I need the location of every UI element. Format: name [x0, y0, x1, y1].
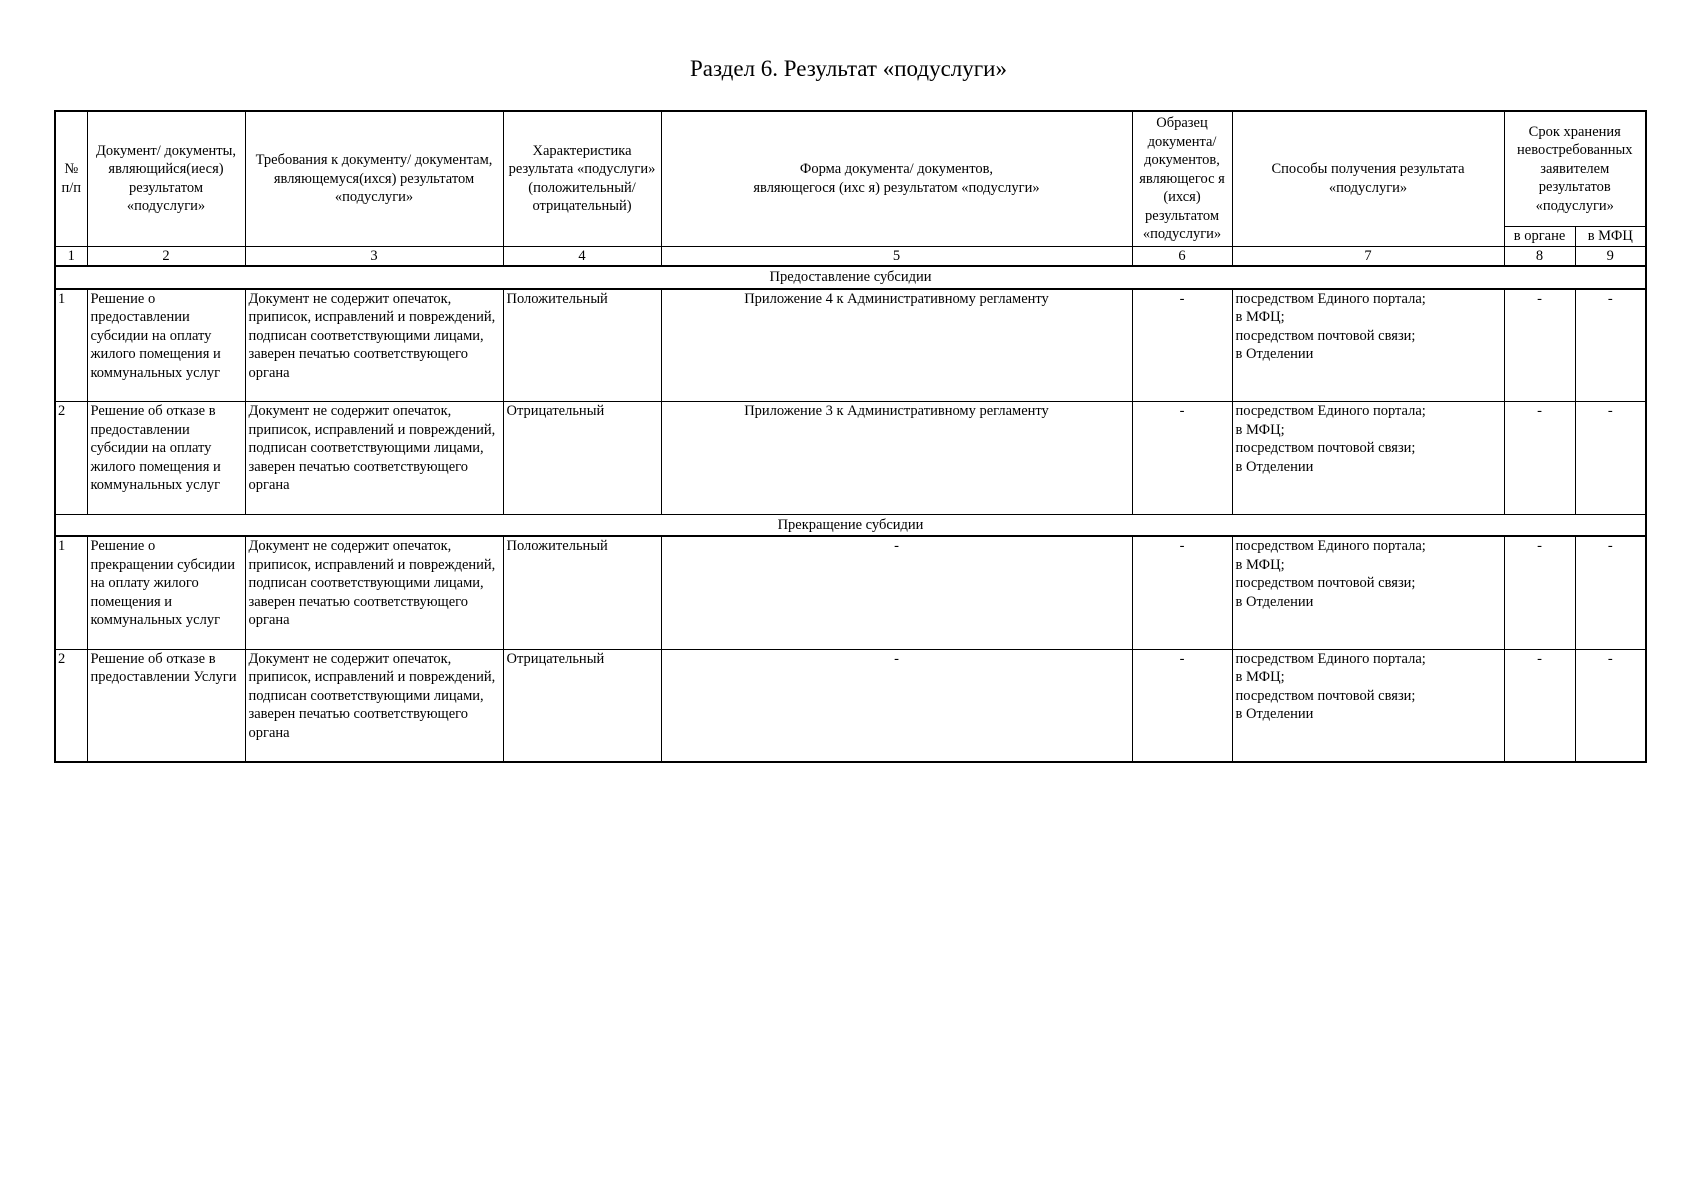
column-number: 4	[503, 246, 661, 266]
method-item: посредством почтовой связи;	[1235, 575, 1416, 591]
row-number: 1	[55, 536, 87, 649]
column-number: 6	[1132, 246, 1232, 266]
result-table	[54, 110, 1647, 763]
row-number: 2	[55, 649, 87, 762]
header-characteristic: Характеристика результата «подуслуги» (положительный/ отрицательный)	[503, 111, 661, 246]
row-methods	[1232, 289, 1504, 402]
row-in-organ: -	[1504, 649, 1575, 762]
row-number: 2	[55, 402, 87, 515]
header-in-organ: в органе	[1504, 226, 1575, 246]
method-item: посредством почтовой связи;	[1235, 327, 1416, 344]
row-sample: -	[1132, 402, 1232, 515]
row-methods	[1232, 402, 1504, 515]
method-item: в Отделении	[1235, 458, 1314, 475]
method-item: посредством Единого портала;	[1235, 290, 1426, 307]
header-form-line1: Форма документа/ документов,	[799, 161, 994, 178]
header-methods: Способы получения результата «подуслуги»	[1232, 111, 1504, 246]
method-item: в Отделении	[1235, 706, 1314, 722]
method-item: посредством Единого портала;	[1235, 650, 1426, 667]
row-characteristic: Отрицательный	[503, 402, 661, 515]
method-item: в Отделении	[1235, 593, 1314, 610]
header-storage: Срок хранения невостребованных заявителем результатов «подуслуги»	[1504, 111, 1646, 226]
row-sample: -	[1132, 649, 1232, 762]
column-number: 2	[87, 246, 245, 266]
row-number: 1	[55, 289, 87, 402]
method-item: посредством почтовой связи;	[1235, 440, 1416, 456]
header-sample: Образец документа/ документов, являющегос я (ихся) результатом «подуслуги»	[1132, 111, 1232, 246]
row-in-mfc: -	[1575, 402, 1646, 515]
row-in-organ: -	[1504, 536, 1575, 649]
row-in-mfc: -	[1575, 289, 1646, 402]
method-item: в МФЦ;	[1235, 556, 1285, 573]
row-in-organ: -	[1504, 402, 1575, 515]
method-item: в МФЦ;	[1235, 669, 1285, 685]
table-row	[55, 536, 1646, 649]
row-characteristic: Отрицательный	[503, 649, 661, 762]
section-title: Прекращение субсидии	[55, 515, 1646, 537]
header-number: № п/п	[55, 111, 87, 246]
column-number: 9	[1575, 246, 1646, 266]
method-item: посредством Единого портала;	[1235, 403, 1426, 419]
row-form: Приложение 4 к Административному регламенту	[661, 289, 1132, 402]
section-title: Предоставление субсидии	[55, 266, 1646, 289]
row-form: -	[661, 649, 1132, 762]
row-document: Решение о предоставлении субсидии на оплату жилого помещения и коммунальных услуг	[87, 289, 245, 402]
row-methods	[1232, 536, 1504, 649]
row-in-mfc: -	[1575, 536, 1646, 649]
row-sample: -	[1132, 536, 1232, 649]
method-item: в МФЦ;	[1235, 309, 1285, 325]
row-requirements: Документ не содержит опечаток, приписок, исправлений и повреждений, подписан соответствующими лицами, заверен печатью соответствующего органа	[245, 402, 503, 515]
method-item: в Отделении	[1235, 346, 1314, 362]
header-form-line2: являющегося (ихс я) результатом «подуслуги»	[753, 179, 1040, 196]
row-sample: -	[1132, 289, 1232, 402]
table-row	[55, 402, 1646, 515]
column-number: 3	[245, 246, 503, 266]
section-row	[55, 515, 1646, 537]
section-row	[55, 266, 1646, 289]
header-requirements: Требования к документу/ документам, являющемуся(ихся) результатом «подуслуги»	[245, 111, 503, 246]
column-number: 5	[661, 246, 1132, 266]
header-document: Документ/ документы, являющийся(иеся) результатом «подуслуги»	[87, 111, 245, 246]
row-requirements: Документ не содержит опечаток, приписок, исправлений и повреждений, подписан соответствующими лицами, заверен печатью соответствующего органа	[245, 536, 503, 649]
row-characteristic: Положительный	[503, 536, 661, 649]
row-in-mfc: -	[1575, 649, 1646, 762]
row-form: -	[661, 536, 1132, 649]
row-methods	[1232, 649, 1504, 762]
method-item: посредством Единого портала;	[1235, 538, 1426, 554]
row-form: Приложение 3 к Административному регламенту	[661, 402, 1132, 515]
method-item: посредством почтовой связи;	[1235, 687, 1416, 704]
row-document: Решение о прекращении субсидии на оплату жилого помещения и коммунальных услуг	[87, 536, 245, 649]
table-row	[55, 289, 1646, 402]
column-number: 7	[1232, 246, 1504, 266]
row-requirements: Документ не содержит опечаток, приписок, исправлений и повреждений, подписан соответствующими лицами, заверен печатью соответствующего органа	[245, 649, 503, 762]
method-item: в МФЦ;	[1235, 421, 1285, 438]
row-document: Решение об отказе в предоставлении Услуги	[87, 649, 245, 762]
column-number: 8	[1504, 246, 1575, 266]
table-row	[55, 649, 1646, 762]
header-in-mfc: в МФЦ	[1575, 226, 1646, 246]
column-number-row	[55, 246, 1646, 266]
row-document: Решение об отказе в предоставлении субсидии на оплату жилого помещения и коммунальных услуг	[87, 402, 245, 515]
row-in-organ: -	[1504, 289, 1575, 402]
row-requirements: Документ не содержит опечаток, приписок, исправлений и повреждений, подписан соответствующими лицами, заверен печатью соответствующего органа	[245, 289, 503, 402]
page-title: Раздел 6. Результат «подуслуги»	[690, 56, 1007, 81]
header-form	[661, 111, 1132, 246]
row-characteristic: Положительный	[503, 289, 661, 402]
column-number: 1	[55, 246, 87, 266]
